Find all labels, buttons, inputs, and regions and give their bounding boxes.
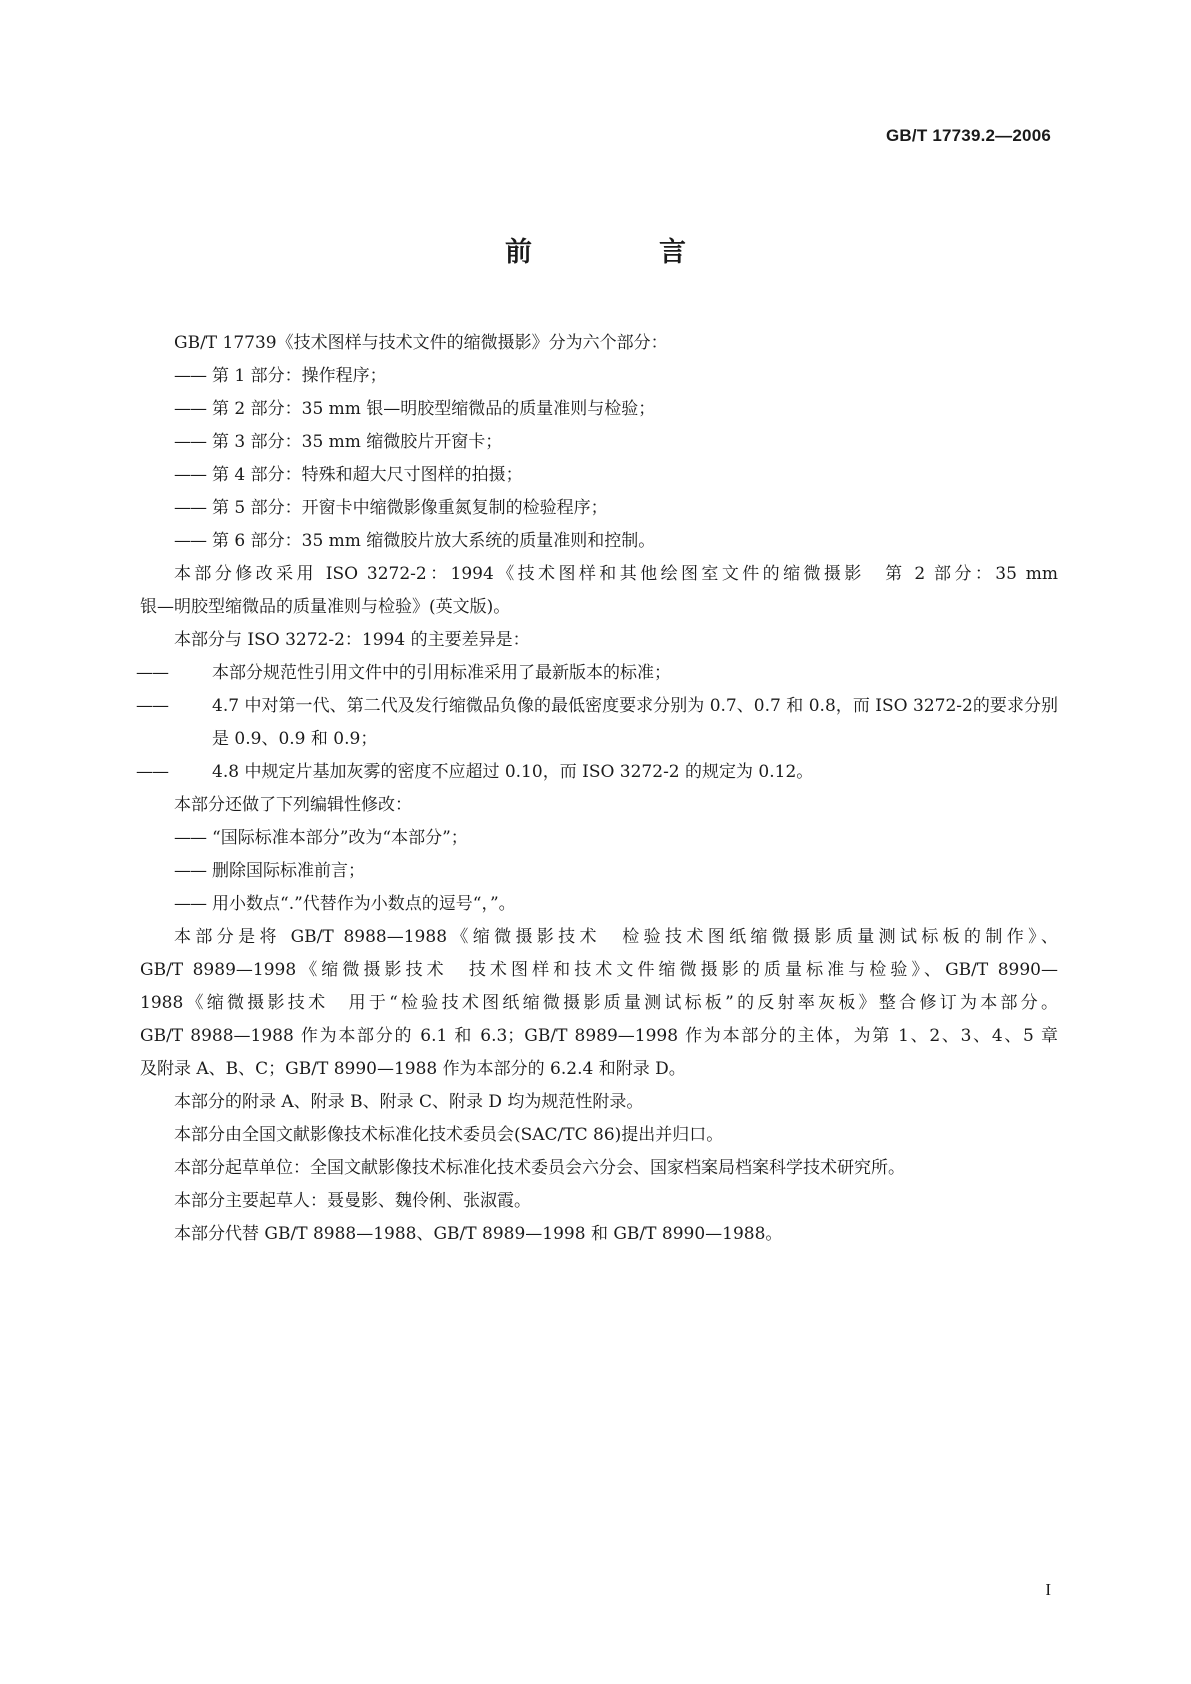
dash: —— bbox=[136, 762, 168, 782]
foreword-body bbox=[136, 327, 1058, 1251]
list-item: —— “国际标准本部分”改为“本部分”； bbox=[174, 822, 1058, 855]
drafting-units: 本部分起草单位：全国文献影像技术标准化技术委员会六分会、国家档案局档案科学技术研究所。 bbox=[174, 1158, 905, 1178]
proposed-by: 本部分由全国文献影像技术标准化技术委员会(SAC/TC 86)提出并归口。 bbox=[174, 1125, 724, 1145]
dash: —— bbox=[174, 861, 206, 881]
replaces-note: 本部分代替 GB/T 8988—1988、GB/T 8989—1998 和 GB/T 8990—1988。 bbox=[174, 1224, 783, 1244]
merge-line: GB/T 8988—1988 作为本部分的 6.1 和 6.3；GB/T 8989—1998 作为本部分的主体，为第 1、2、3、4、5 章 bbox=[140, 1026, 1058, 1046]
merge-line: GB/T 8989—1998《缩微摄影技术 技术图样和技术文件缩微摄影的质量标准与检验》、GB/T 8990— bbox=[140, 960, 1058, 980]
list-item: —— 4.7 中对第一代、第二代及发行缩微品负像的最低密度要求分别为 0.7、0.7 和 0.8，而 ISO 3272-2的要求分别是 0.9、0.9 和 0.9； bbox=[174, 690, 1058, 756]
merge-paragraph bbox=[140, 921, 1058, 1086]
merge-line: 及附录 A、B、C；GB/T 8990—1988 作为本部分的 6.2.4 和附录 D。 bbox=[140, 1059, 686, 1079]
list-item: —— 第 3 部分：35 mm 缩微胶片开窗卡； bbox=[174, 426, 1058, 459]
list-item: —— 第 6 部分：35 mm 缩微胶片放大系统的质量准则和控制。 bbox=[174, 525, 1058, 558]
merge-line: 本部分是将 GB/T 8988—1988《缩微摄影技术 检验技术图纸缩微摄影质量测试标板的制作》、 bbox=[174, 927, 1058, 947]
drafters: 本部分主要起草人：聂曼影、魏伶俐、张淑霞。 bbox=[174, 1191, 531, 1211]
list-item: —— 第 1 部分：操作程序； bbox=[174, 360, 1058, 393]
dash: —— bbox=[174, 531, 206, 551]
intro-paragraph: GB/T 17739《技术图样与技术文件的缩微摄影》分为六个部分： bbox=[174, 333, 668, 353]
page-number: I bbox=[1045, 1580, 1051, 1599]
adoption-paragraph-line-2: 银—明胶型缩微品的质量准则与检验》(英文版)。 bbox=[140, 597, 511, 617]
list-item: —— 第 2 部分：35 mm 银—明胶型缩微品的质量准则与检验； bbox=[174, 393, 1058, 426]
list-item: —— 第 4 部分：特殊和超大尺寸图样的拍摄； bbox=[174, 459, 1058, 492]
standard-number: GB/T 17739.2—2006 bbox=[886, 126, 1051, 145]
list-item: —— 删除国际标准前言； bbox=[174, 855, 1058, 888]
differences-list bbox=[136, 657, 1058, 789]
list-item: —— 4.8 中规定片基加灰雾的密度不应超过 0.10，而 ISO 3272-2 的规定为 0.12。 bbox=[174, 756, 1058, 789]
dash: —— bbox=[174, 366, 206, 386]
dash: —— bbox=[174, 894, 206, 914]
adoption-paragraph-line-1: 本部分修改采用 ISO 3272-2：1994《技术图样和其他绘图室文件的缩微摄影 第 2 部分：35 mm bbox=[174, 564, 1058, 584]
dash: —— bbox=[174, 828, 206, 848]
list-item: —— 用小数点“.”代替作为小数点的逗号“，”。 bbox=[174, 888, 1058, 921]
list-item: —— 第 5 部分：开窗卡中缩微影像重氮复制的检验程序； bbox=[174, 492, 1058, 525]
dash: —— bbox=[174, 498, 206, 518]
dash: —— bbox=[136, 663, 168, 683]
dash: —— bbox=[174, 399, 206, 419]
list-item: —— 本部分规范性引用文件中的引用标准采用了最新版本的标准； bbox=[174, 657, 1058, 690]
dash: —— bbox=[136, 696, 168, 716]
annex-note: 本部分的附录 A、附录 B、附录 C、附录 D 均为规范性附录。 bbox=[174, 1092, 644, 1112]
edits-list bbox=[140, 822, 1058, 921]
parts-list bbox=[140, 360, 1058, 558]
page-title: 前 言 bbox=[505, 237, 736, 268]
dash: —— bbox=[174, 432, 206, 452]
edits-intro: 本部分还做了下列编辑性修改： bbox=[174, 795, 412, 815]
dash: —— bbox=[174, 465, 206, 485]
merge-line: 1988《缩微摄影技术 用于“检验技术图纸缩微摄影质量测试标板”的反射率灰板》整合修订为本部分。 bbox=[140, 993, 1058, 1013]
differences-intro: 本部分与 ISO 3272-2：1994 的主要差异是： bbox=[174, 630, 530, 650]
